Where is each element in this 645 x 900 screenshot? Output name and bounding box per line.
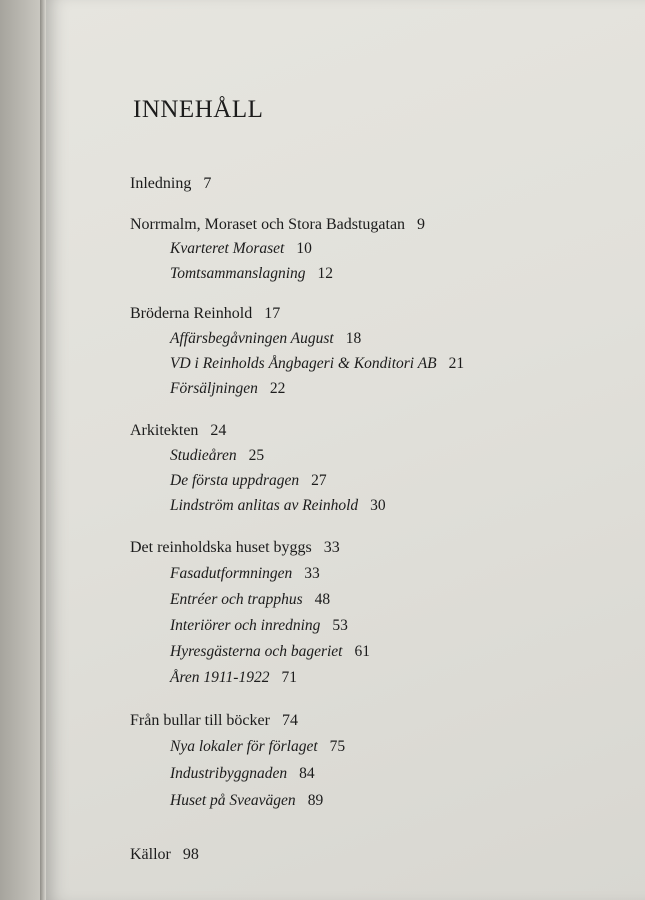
chapter-page: 17 (264, 305, 281, 322)
sub-title: Industribyggnaden (170, 765, 288, 782)
sub-page: 27 (311, 472, 327, 489)
sub-page: 84 (299, 765, 315, 782)
toc-chapter-huset (130, 539, 340, 557)
sub-page: 71 (281, 669, 297, 686)
sub-title: Lindström anlitas av Reinhold (170, 497, 359, 514)
sub-title: Hyresgästerna och bageriet (170, 643, 343, 660)
toc-sub-entry (170, 792, 323, 810)
sub-title: Kvarteret Moraset (170, 240, 285, 257)
sub-page: 30 (370, 497, 386, 514)
sub-page: 61 (354, 643, 370, 660)
sub-page: 10 (296, 240, 312, 257)
sub-page: 89 (307, 792, 324, 809)
sub-title: Huset på Sveavägen (170, 792, 296, 809)
chapter-page: 98 (182, 846, 199, 863)
toc-sub-entry (170, 669, 297, 687)
table-of-contents (46, 0, 645, 900)
chapter-page: 24 (210, 422, 227, 439)
sub-title: Tomtsammanslagning (170, 265, 306, 282)
chapter-title: Källor (130, 846, 171, 863)
sub-title: Fasadutformningen (170, 565, 293, 582)
toc-sub-entry (170, 643, 370, 661)
chapter-title: Bröderna Reinhold (130, 305, 253, 322)
toc-sub-entry (170, 765, 315, 783)
chapter-page: 9 (417, 216, 426, 233)
chapter-page: 33 (323, 539, 340, 556)
toc-sub-entry (170, 738, 345, 756)
sub-page: 48 (314, 591, 331, 608)
toc-chapter-kallor (130, 846, 199, 864)
chapter-title: Arkitekten (130, 422, 199, 439)
book-page (46, 0, 645, 900)
sub-title: De första uppdragen (170, 472, 300, 489)
sub-page: 22 (269, 380, 286, 397)
chapter-page: 74 (281, 712, 298, 729)
toc-chapter-bullar (130, 712, 298, 730)
chapter-title: Från bullar till böcker (130, 712, 270, 729)
toc-sub-entry (170, 497, 386, 515)
sub-page: 25 (248, 447, 265, 464)
sub-title: Åren 1911-1922 (170, 669, 270, 686)
sub-page: 21 (448, 355, 465, 372)
sub-title: Affärsbegåvningen August (170, 330, 334, 347)
toc-sub-entry (170, 240, 312, 258)
toc-sub-entry (170, 330, 361, 348)
sub-title: Interiörer och inredning (170, 617, 321, 634)
sub-page: 18 (345, 330, 362, 347)
chapter-title: Det reinholdska huset byggs (130, 539, 312, 556)
sub-title: Entréer och trapphus (170, 591, 303, 608)
toc-sub-entry (170, 565, 320, 583)
sub-page: 75 (329, 738, 346, 755)
toc-chapter-norrmalm (130, 216, 425, 234)
sub-page: 33 (304, 565, 320, 582)
chapter-title: Norrmalm, Moraset och Stora Badstugatan (130, 216, 406, 233)
toc-sub-entry (170, 380, 285, 398)
sub-title: Nya lokaler för förlaget (170, 738, 318, 755)
sub-title: VD i Reinholds Ångbageri & Konditori AB (170, 355, 437, 372)
chapter-title: Inledning (130, 175, 192, 192)
toc-chapter-arkitekten (130, 422, 226, 440)
sub-title: Försäljningen (170, 380, 258, 397)
sub-title: Studieåren (170, 447, 237, 464)
toc-heading: INNEHÅLL (133, 96, 264, 123)
toc-sub-entry (170, 265, 333, 283)
toc-chapter-inledning (130, 175, 211, 193)
sub-page: 12 (317, 265, 334, 282)
sub-page: 53 (332, 617, 348, 634)
toc-sub-entry (170, 355, 464, 373)
toc-chapter-broderna (130, 305, 280, 323)
toc-sub-entry (170, 472, 327, 490)
chapter-page: 7 (203, 175, 212, 192)
toc-sub-entry (170, 617, 348, 635)
toc-sub-entry (170, 447, 264, 465)
toc-sub-entry (170, 591, 330, 609)
